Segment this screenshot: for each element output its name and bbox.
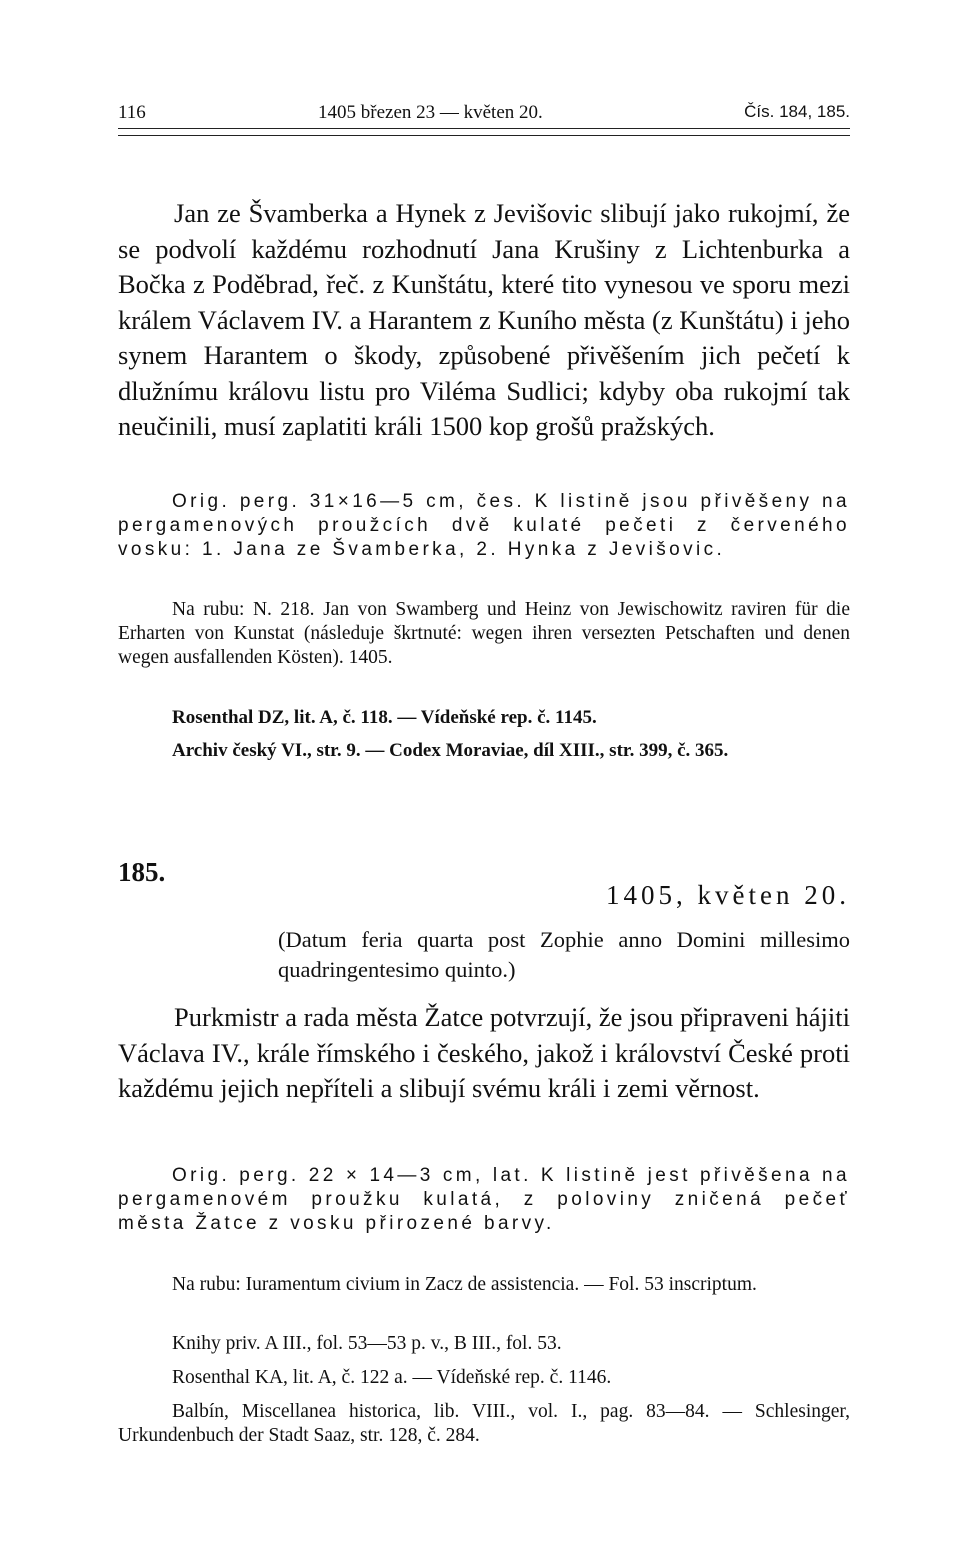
header-rule-bottom [118,135,850,136]
header-date-range: 1405 březen 23 — květen 20. [318,102,543,123]
doc185-abstract: Purkmistr a rada města Žatce potvrzují, že jsou připraveni hájiti Václava IV., krále římského i českého, jakož i království České proti každému jejich nepříteli a slibují svému králi i zemi věrnost. [118,1002,850,1103]
doc184-reference-2: Archiv český VI., str. 9. — Codex Moraviae, díl XIII., str. 399, č. 365. [172,740,729,761]
doc185-verso-note: Na rubu: Iuramentum civium in Zacz de assistencia. — Fol. 53 inscriptum. [172,1274,757,1295]
doc184-verso-note: Na rubu: N. 218. Jan von Swamberg und Heinz von Jewischowitz raviren für die Erharten von Kunstat (následuje škrtnuté: wegen ihren versezten Petschaften und denen wegen ausfallenden Kösten). 1405. [118,599,850,668]
doc185-date-text: 1405, květen 20. [606,880,850,910]
page-number: 116 [118,102,146,123]
doc185-reference-1: Knihy priv. A III., fol. 53—53 p. v., B III., fol. 53. [172,1333,562,1354]
doc185-reference-3: Balbín, Miscellanea historica, lib. VIII., vol. I., pag. 83—84. — Schlesinger, Urkundenbuch der Stadt Saaz, str. 128, č. 284. [118,1401,850,1446]
doc184-reference-1: Rosenthal DZ, lit. A, č. 118. — Vídeňské rep. č. 1145. [172,707,597,728]
doc184-orig-note: Orig. perg. 31×16—5 cm, čes. K listině jsou přivěšeny na pergamenových proužcích dvě kulaté pečeti z červeného vosku: 1. Jana ze Švamberka, 2. Hynka z Jevišovic. [118,491,850,560]
header-document-numbers: Čís. 184, 185. [744,102,850,121]
doc185-orig-note: Orig. perg. 22 × 14—3 cm, lat. K listině jest přivěšena na pergamenovém proužku kulatá, z poloviny zničená pečeť města Žatce z vosku přirozené barvy. [118,1165,850,1234]
doc185-datum: (Datum feria quarta post Zophie anno Domini millesimo quadringentesimo quinto.) [278,927,850,982]
doc185-reference-2: Rosenthal KA, lit. A, č. 122 a. — Vídeňské rep. č. 1146. [172,1367,612,1388]
header-rule-top [118,128,850,129]
doc185-number: 185. [118,857,166,887]
doc185-date [118,880,850,911]
doc184-abstract: Jan ze Švamberka a Hynek z Jevišovic slibují jako rukojmí, že se podvolí každému rozhodnutí Jana Krušiny z Lichtenburka a Bočka z Poděbrad, řeč. z Kunštátu, které tito vynesou ve sporu mezi králem Václavem IV. a Harantem z Kuního města (z Kunštátu) i jeho synem Harantem o škody, způsobené přivěšením jich pečetí k dlužnímu královu listu pro Viléma Sudlici; kdyby oba rukojmí tak neučinili, musí zaplatiti králi 1500 kop grošů pražských. [118,198,850,441]
